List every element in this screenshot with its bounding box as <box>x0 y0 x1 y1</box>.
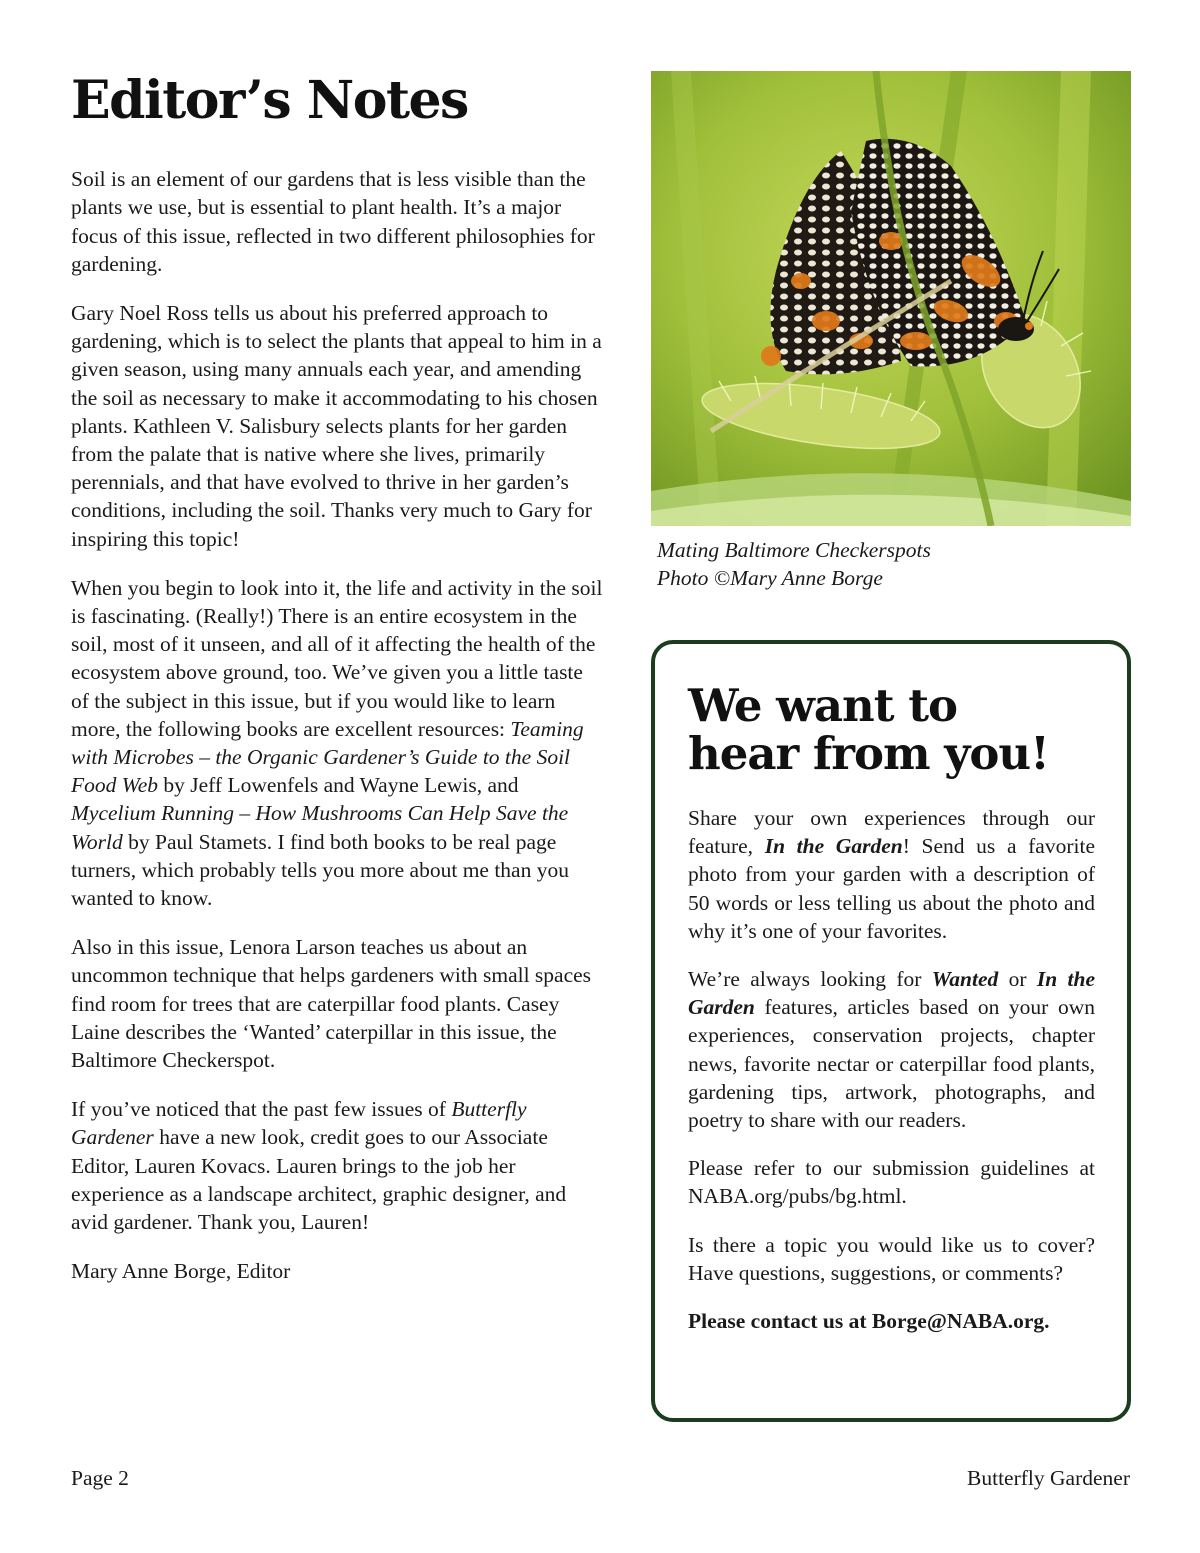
callout-paragraph: Is there a topic you would like us to cover? Have questions, suggestions, or comments? <box>688 1232 1095 1285</box>
text-segment: or <box>998 967 1037 992</box>
callout-title <box>688 679 1095 780</box>
text-segment: If you’ve noticed that the past few issues of <box>71 1097 452 1122</box>
photo-credit: Photo ©Mary Anne Borge <box>657 566 883 590</box>
page-number: Page 2 <box>71 1466 129 1490</box>
text-segment: Share your own experiences through our feature, <box>688 806 1095 859</box>
callout-paragraph: Please refer to our submission guidelines at NABA.org/pubs/bg.html. <box>688 1156 1095 1209</box>
article-paragraph <box>71 574 603 912</box>
feature-name: In the Garden <box>688 967 1095 1020</box>
callout-title-line: We want to <box>688 679 958 732</box>
book-title: Teaming with Microbes – the Organic Gardener’s Guide to the Soil Food Web <box>71 716 584 798</box>
article-paragraph <box>71 1095 603 1236</box>
book-title: Mycelium Running – How Mushrooms Can Help Save the World <box>71 801 569 854</box>
submissions-callout-box <box>651 640 1131 1422</box>
magazine-title: Butterfly Gardener <box>71 1097 527 1150</box>
page-title: Editor’s Notes <box>71 70 468 131</box>
caption-title: Mating Baltimore Checkerspots <box>657 538 931 562</box>
article-paragraph: Also in this issue, Lenora Larson teaches us about an uncommon technique that helps gardeners with small spaces find room for trees that are caterpillar food plants. Casey Laine describes the ‘Wanted’ caterpillar in this issue, the Baltimore Checkerspot. <box>71 935 592 1073</box>
publication-name: Butterfly Gardener <box>967 1466 1130 1490</box>
feature-name: In the Garden <box>764 834 903 859</box>
editors-notes-article <box>71 72 603 1307</box>
callout-paragraph <box>688 965 1095 1134</box>
editor-signature: Mary Anne Borge, Editor <box>71 1259 291 1284</box>
feature-name: Wanted <box>931 967 999 992</box>
article-paragraph: Gary Noel Ross tells us about his preferred approach to gardening, which is to select the plants that appeal to him in a given season, using many annuals each year, and amending the soil as necessary to make it accommodating to his chosen plants. Kathleen V. Salisbury selects plants for her garden from the palate that is native where she lives, primarily perennials, and that have evolved to thrive in her garden’s conditions, including the soil. Thanks very much to Gary for inspiring this topic! <box>71 301 602 551</box>
text-segment: We’re always looking for <box>688 967 932 992</box>
photo-caption <box>657 536 1131 592</box>
photo-block <box>651 71 1131 592</box>
text-segment: When you begin to look into it, the life and activity in the soil is fascinating. (Really!) There is an entire ecosystem in the soil, most of it unseen, and all of it affecting the health of the ecosystem above ground, too. We’ve given you a little taste of the subject in this issue, but if you would like to learn more, the following books are excellent resources: <box>71 575 603 741</box>
callout-title-line: hear from you! <box>688 727 1049 780</box>
text-segment: ! Send us a favorite photo from your garden with a description of 50 words or less telling us about the photo and why it’s one of your favorites. <box>688 834 1095 943</box>
callout-paragraph <box>688 804 1095 945</box>
butterfly-photo <box>651 71 1131 526</box>
text-segment: by Jeff Lowenfels and Wayne Lewis, and <box>158 773 519 798</box>
text-segment: by Paul Stamets. I find both books to be real page turners, which probably tells you more about me than you wanted to know. <box>71 829 569 911</box>
contact-line: Please contact us at Borge@NABA.org. <box>688 1309 1050 1334</box>
text-segment: have a new look, credit goes to our Associate Editor, Lauren Kovacs. Lauren brings to the job her experience as a landscape architect, graphic designer, and avid gardener. Thank you, Lauren! <box>71 1125 567 1235</box>
text-segment: features, articles based on your own experiences, conservation projects, chapter news, favorite nectar or caterpillar food plants, gardening tips, artwork, photographs, and poetry to share with our readers. <box>688 995 1095 1133</box>
article-paragraph: Soil is an element of our gardens that is less visible than the plants we use, but is essential to plant health. It’s a major focus of this issue, reflected in two different philosophies for gardening. <box>71 167 595 276</box>
